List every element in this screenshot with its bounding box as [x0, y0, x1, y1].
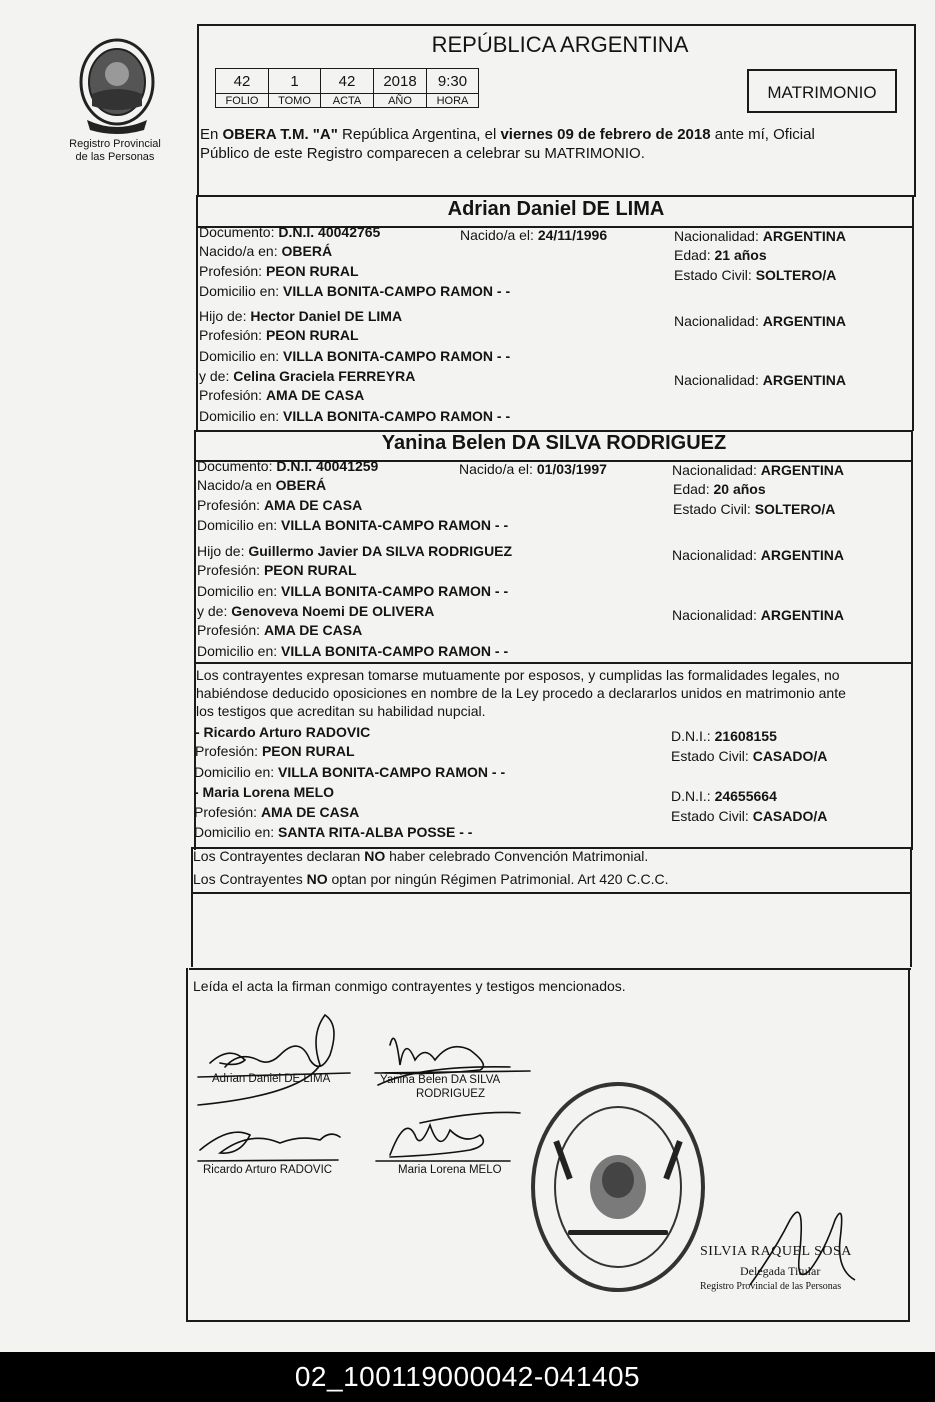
frame-left-bottom: [186, 968, 188, 1320]
closing-text: Leída el acta la firman conmigo contrayentes y testigos mencionados.: [193, 978, 626, 994]
frame-line-5: [191, 892, 911, 894]
frame-right-top: [914, 24, 916, 196]
intro-text: [200, 125, 815, 163]
groom-signature-caption: Adrian Daniel DE LIMA: [212, 1073, 331, 1085]
groom-father-nat: Nacionalidad: ARGENTINA: [674, 313, 846, 329]
declaration-line: Los contrayentes expresan tomarse mutuamente por esposos, y cumplidas las formalidades legales, no: [196, 667, 840, 683]
witness1-name: - Ricardo Arturo RADOVIC: [195, 724, 371, 740]
bride-signature-caption-1: Yanina Belen DA SILVA: [380, 1074, 501, 1086]
witness2-addr: Domicilio en: SANTA RITA-ALBA POSSE - -: [194, 824, 473, 840]
official-stamp: [528, 1080, 708, 1295]
bride-mother-addr: Domicilio en: VILLA BONITA-CAMPO RAMON - -: [197, 643, 509, 659]
groom-born: Nacido/a el: 24/11/1996: [460, 227, 608, 243]
witness2-job: Profesión: AMA DE CASA: [194, 804, 360, 820]
groom-father-job: Profesión: PEON RURAL: [199, 327, 359, 343]
officer-org: Registro Provincial de las Personas: [700, 1281, 842, 1292]
bride-mother-nat: Nacionalidad: ARGENTINA: [672, 607, 844, 623]
bride-father-nat: Nacionalidad: ARGENTINA: [672, 547, 844, 563]
bride-birthplace: Nacido/a en OBERÁ: [197, 477, 327, 493]
frame-line-1: [197, 195, 916, 197]
bride-nat: Nacionalidad: ARGENTINA: [672, 462, 844, 478]
country-title: REPÚBLICA ARGENTINA: [431, 32, 689, 57]
witness1-job: Profesión: PEON RURAL: [195, 743, 355, 759]
frame-left-top: [197, 24, 199, 196]
frame-right-mid: [911, 430, 913, 850]
declaration-text: [196, 666, 846, 720]
anio-value: 2018: [374, 69, 427, 94]
folio-label: FOLIO: [216, 94, 269, 108]
bride-born: Nacido/a el: 01/03/1997: [459, 461, 607, 477]
intro-p3: ante mí, Oficial: [710, 126, 815, 143]
folio-value: 42: [216, 69, 269, 94]
witness1-addr: Domicilio en: VILLA BONITA-CAMPO RAMON - -: [194, 764, 506, 780]
groom-civil: Estado Civil: SOLTERO/A: [674, 267, 837, 283]
frame-line-3: [194, 662, 912, 664]
hora-label: HORA: [427, 94, 479, 108]
hora-value: 9:30: [427, 69, 479, 94]
bride-addr: Domicilio en: VILLA BONITA-CAMPO RAMON - -: [197, 517, 509, 533]
declaration-line: los testigos que acreditan su habilidad nupcial.: [196, 703, 486, 719]
officer-title: Delegada Titular: [740, 1264, 821, 1278]
bride-doc: Documento: D.N.I. 40041259: [197, 458, 379, 474]
groom-age: Edad: 21 años: [674, 247, 767, 263]
intro-p2: República Argentina, el: [337, 126, 501, 143]
acta-label: ACTA: [321, 94, 374, 108]
groom-mother: y de: Celina Graciela FERREYRA: [199, 368, 416, 384]
groom-mother-addr: Domicilio en: VILLA BONITA-CAMPO RAMON - -: [199, 408, 511, 424]
bride-age: Edad: 20 años: [673, 481, 766, 497]
bride-signature-caption-2: RODRIGUEZ: [416, 1088, 485, 1100]
witness2-dni: D.N.I.: 24655664: [671, 788, 777, 804]
intro-date: viernes 09 de febrero de 2018: [500, 126, 711, 143]
groom-addr: Domicilio en: VILLA BONITA-CAMPO RAMON - -: [199, 283, 511, 299]
bride-job: Profesión: AMA DE CASA: [197, 497, 363, 513]
officer-name: SILVIA RAQUEL SOSA: [700, 1244, 852, 1259]
groom-doc: Documento: D.N.I. 40042765: [199, 224, 381, 240]
bride-civil: Estado Civil: SOLTERO/A: [673, 501, 836, 517]
frame-bottom: [186, 1320, 910, 1322]
act-reference-table: [215, 68, 479, 108]
document-code: 02_100119000042-041405: [0, 1352, 935, 1402]
bride-mother-job: Profesión: AMA DE CASA: [197, 622, 363, 638]
witness2-name: - Maria Lorena MELO: [194, 784, 335, 800]
bride-name: Yanina Belen DA SILVA RODRIGUEZ: [381, 432, 727, 454]
groom-nat: Nacionalidad: ARGENTINA: [674, 228, 846, 244]
witness1-civil: Estado Civil: CASADO/A: [671, 748, 828, 764]
bride-father-job: Profesión: PEON RURAL: [197, 562, 357, 578]
declaration-line: habiéndose deducido oposiciones en nombre de la Ley procedo a declararlos unidos en matrimonio ante: [196, 685, 846, 701]
intro-line2: Público de este Registro comparecen a celebrar su MATRIMONIO.: [200, 145, 645, 162]
witness2-civil: Estado Civil: CASADO/A: [671, 808, 828, 824]
convention-line2: Los Contrayentes NO optan por ningún Régimen Patrimonial. Art 420 C.C.C.: [193, 871, 669, 887]
frame-right-low: [910, 847, 912, 967]
seal-caption-line1: Registro Provincial: [69, 138, 161, 150]
frame-right-groom: [912, 195, 914, 431]
groom-mother-nat: Nacionalidad: ARGENTINA: [674, 372, 846, 388]
officer-signature: [745, 1190, 865, 1300]
signature-strokes: [190, 1005, 550, 1180]
groom-birthplace: Nacido/a en: OBERÁ: [199, 243, 333, 259]
intro-p1: En: [200, 126, 223, 143]
bride-father-addr: Domicilio en: VILLA BONITA-CAMPO RAMON - -: [197, 583, 509, 599]
groom-job: Profesión: PEON RURAL: [199, 263, 359, 279]
provincial-seal: [72, 34, 162, 134]
witness1-dni: D.N.I.: 21608155: [671, 728, 777, 744]
frame-right-bottom: [908, 968, 910, 1320]
frame-top: [197, 24, 916, 26]
groom-name: Adrian Daniel DE LIMA: [447, 198, 665, 220]
witness1-signature-caption: Ricardo Arturo RADOVIC: [203, 1164, 333, 1176]
acta-value: 42: [321, 69, 374, 94]
intro-office: OBERA T.M. "A": [222, 126, 338, 143]
seal-caption: [56, 138, 174, 164]
bride-father: Hijo de: Guillermo Javier DA SILVA RODRIGUEZ: [197, 543, 513, 559]
frame-left-groom: [196, 195, 198, 431]
bride-mother: y de: Genoveva Noemi DE OLIVERA: [197, 603, 435, 619]
groom-father-addr: Domicilio en: VILLA BONITA-CAMPO RAMON - -: [199, 348, 511, 364]
frame-line-6: [189, 968, 911, 970]
act-type-box: MATRIMONIO: [747, 69, 897, 113]
convention-line1: Los Contrayentes declaran NO haber celebrado Convención Matrimonial.: [193, 848, 649, 864]
tomo-value: 1: [269, 69, 321, 94]
groom-father: Hijo de: Hector Daniel DE LIMA: [199, 308, 403, 324]
anio-label: AÑO: [374, 94, 427, 108]
witness2-signature-caption: Maria Lorena MELO: [398, 1164, 502, 1176]
tomo-label: TOMO: [269, 94, 321, 108]
frame-left-low: [191, 847, 193, 967]
groom-mother-job: Profesión: AMA DE CASA: [199, 387, 365, 403]
seal-caption-line2: de las Personas: [75, 151, 155, 163]
